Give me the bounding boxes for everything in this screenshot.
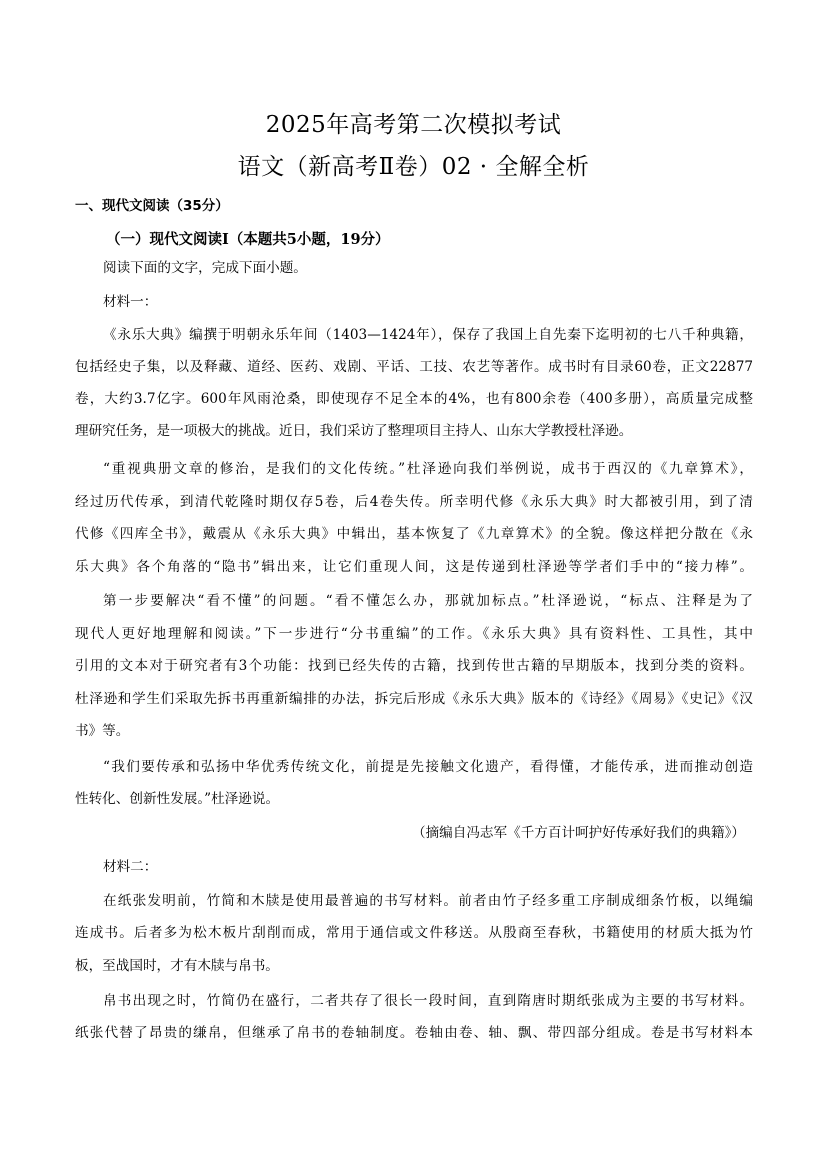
paragraph-line: 书》等。 — [75, 723, 130, 739]
instruction-text: 阅读下面的文字，完成下面小题。 — [103, 260, 307, 276]
paragraph-line: 第一步要解决“看不懂”的问题。“看不懂怎么办，那就加标点。”杜泽逊说，“标点、注释是为了 — [103, 593, 753, 609]
material2-label: 材料二： — [103, 859, 158, 875]
paragraph-line: “我们要传承和弘扬中华优秀传统文化，前提是先接触文化遗产，看得懂，才能传承，进而推动创造 — [103, 759, 753, 775]
exam-subtitle: 语文（新高考Ⅱ卷）02 · 全解全析 — [237, 154, 590, 180]
paragraph-line: 连成书。后者多为松木板片刮削而成，常用于通信或文件移送。从殷商至春秋，书籍使用的材质大抵为竹 — [75, 925, 753, 941]
paragraph-line: 帛书出现之时，竹简仍在盛行，二者共存了很长一段时间，直到隋唐时期纸张成为主要的书写材料。 — [103, 993, 753, 1009]
paragraph-line: 包括经史子集，以及释藏、道经、医药、戏剧、平话、工技、农艺等著作。成书时有目录60卷，正文22877 — [75, 359, 753, 375]
section-heading: 一、现代文阅读（35分） — [75, 198, 229, 214]
paragraph-line: 现代人更好地理解和阅读。”下一步进行“分书重编”的工作。《永乐大典》具有资料性、工具性，其中 — [75, 626, 753, 642]
paragraph-line: 《永乐大典》编撰于明朝永乐年间（1403—1424年），保存了我国上自先秦下迄明初的七八千种典籍， — [103, 327, 753, 343]
source-citation: （摘编自冯志军《千方百计呵护好传承好我们的典籍》） — [411, 825, 745, 841]
paragraph-line: 代修《四库全书》，戴震从《永乐大典》中辑出，基本恢复了《九章算术》的全貌。像这样把分散在《永 — [75, 526, 753, 542]
paragraph-line: 在纸张发明前，竹简和木牍是使用最普遍的书写材料。前者由竹子经多重工序制成细条竹板，以绳编 — [103, 893, 753, 909]
paragraph-line: 性转化、创新性发展。”杜泽逊说。 — [75, 791, 280, 807]
paragraph-line: 经过历代传承，到清代乾隆时期仅存5卷，后4卷失传。所幸明代修《永乐大典》时大都被引用，到了清 — [75, 494, 753, 510]
paragraph-line: 板，至战国时，才有木牍与帛书。 — [75, 958, 279, 974]
paragraph-line: 纸张代替了昂贵的缣帛，但继承了帛书的卷轴制度。卷轴由卷、轴、飘、带四部分组成。卷是书写材料本 — [75, 1025, 753, 1041]
exam-title: 2025年高考第二次模拟考试 — [265, 112, 562, 138]
paragraph-line: 卷，大约3.7亿字。600年风雨沧桑，即使现存不足全本的4%，也有800余卷（400多册），高质量完成整 — [75, 391, 753, 407]
paragraph-line: 乐大典》各个角落的“隐书”辑出来，让它们重现人间，这是传递到杜泽逊等学者们手中的“接力棒”。 — [75, 559, 753, 575]
paragraph-line: 理研究任务，是一项极大的挑战。近日，我们采访了整理项目主持人、山东大学教授杜泽逊。 — [75, 423, 633, 439]
paragraph-line: “重视典册文章的修治，是我们的文化传统。”杜泽逊向我们举例说，成书于西汉的《九章算术》， — [103, 461, 753, 477]
material1-label: 材料一： — [103, 294, 158, 310]
paragraph-line: 杜泽逊和学生们采取先拆书再重新编排的办法，拆完后形成《永乐大典》版本的《诗经》《周易》《史记》《汉 — [75, 691, 753, 707]
subsection-heading: （一）现代文阅读Ⅰ（本题共5小题，19分） — [106, 231, 390, 248]
paragraph-line: 引用的文本对于研究者有3个功能：找到已经失传的古籍，找到传世古籍的早期版本，找到分类的资料。 — [75, 658, 753, 674]
